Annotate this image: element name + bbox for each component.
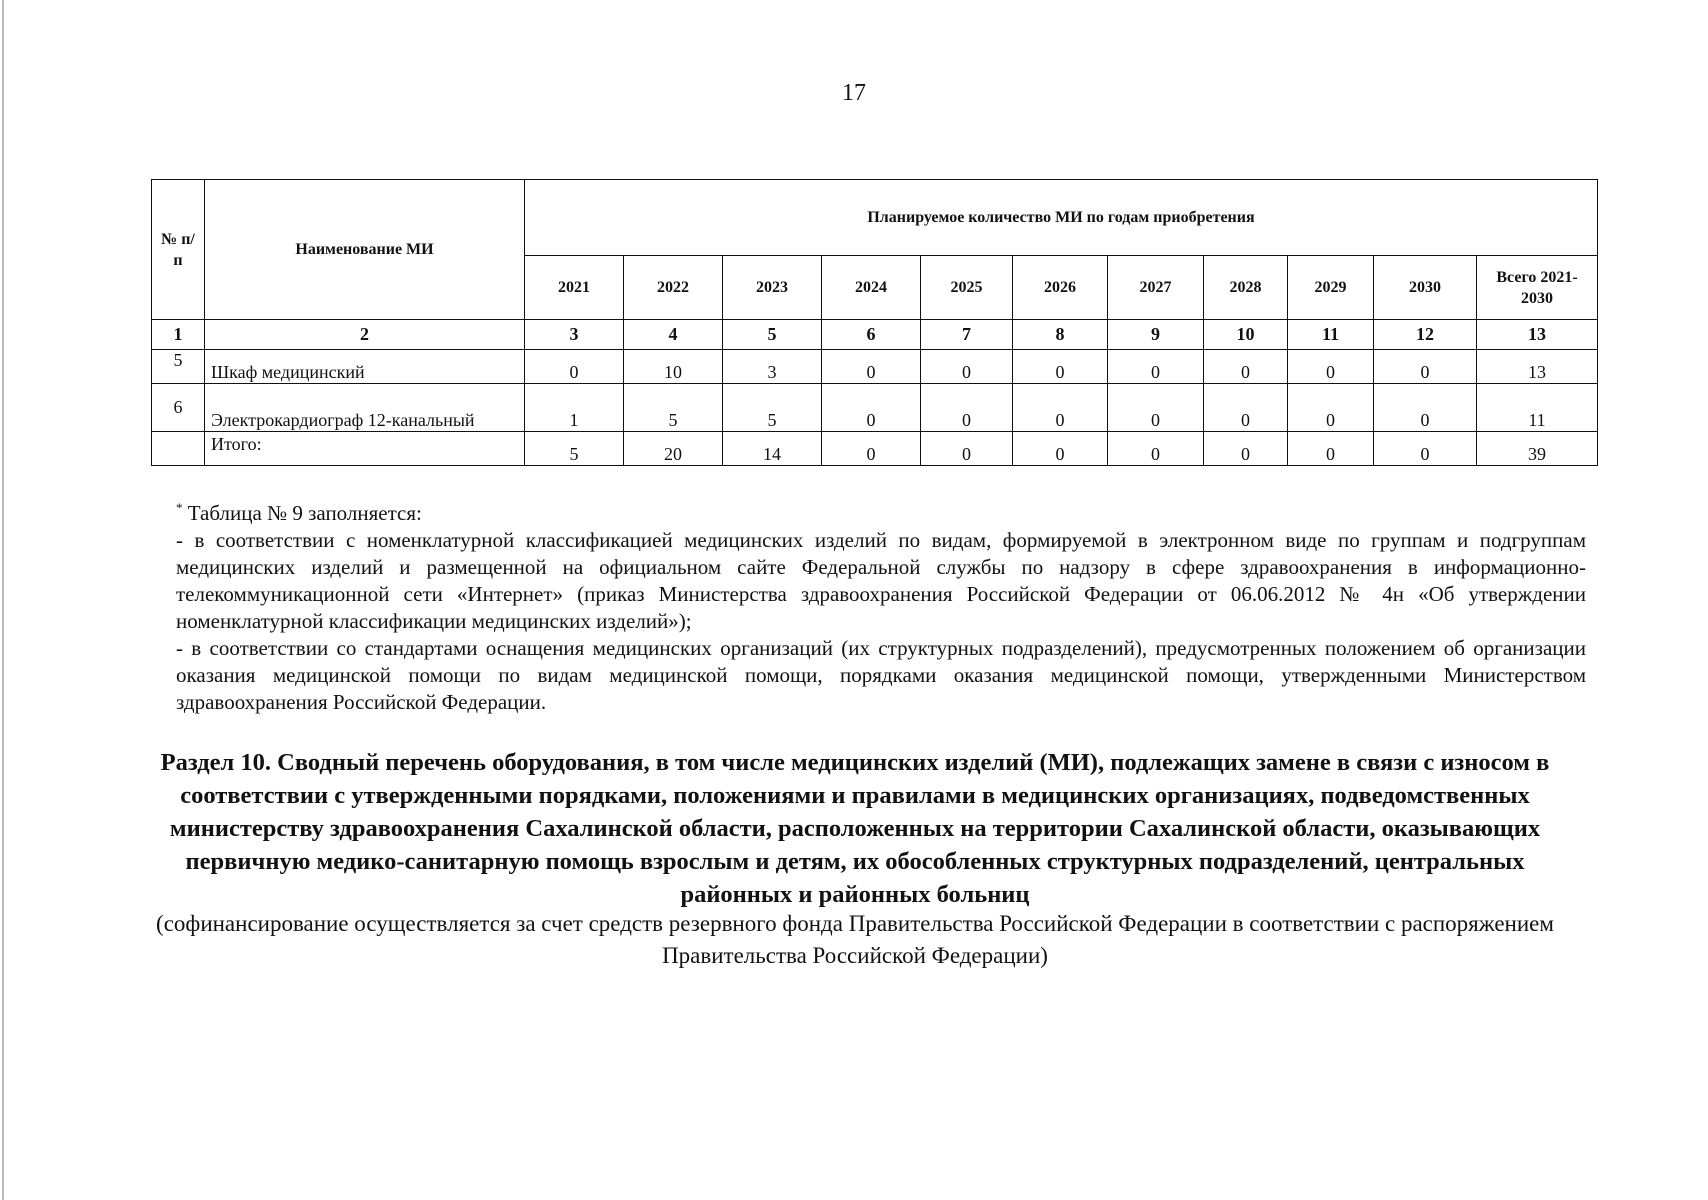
quantity-cell: 0 [921, 384, 1013, 432]
year-header: 2025 [921, 256, 1013, 320]
quantity-cell: 0 [1108, 350, 1204, 384]
quantity-cell: 0 [1288, 350, 1374, 384]
page-number: 17 [842, 80, 866, 106]
total-cell: 13 [1477, 350, 1598, 384]
quantity-cell: 0 [1013, 350, 1108, 384]
quantity-cell: 0 [1288, 384, 1374, 432]
quantity-cell: 0 [1374, 432, 1477, 466]
quantity-cell: 0 [822, 350, 921, 384]
quantity-cell: 5 [525, 432, 624, 466]
total-header: Всего 2021-2030 [1477, 256, 1598, 320]
column-index: 4 [624, 320, 723, 350]
quantity-cell: 0 [1374, 350, 1477, 384]
footnote-marker: * [176, 500, 183, 515]
planned-quantity-header: Планируемое количество МИ по годам приобретения [525, 180, 1598, 256]
quantity-cell: 0 [1108, 432, 1204, 466]
column-index: 8 [1013, 320, 1108, 350]
table-header-row [152, 180, 1598, 256]
column-index: 12 [1374, 320, 1477, 350]
table-row [152, 350, 1598, 384]
row-number [152, 432, 205, 466]
row-number: 6 [152, 384, 205, 432]
column-index: 9 [1108, 320, 1204, 350]
col-num-header: № п/п [152, 180, 205, 320]
quantity-cell: 0 [1204, 350, 1288, 384]
col-name-header: Наименование МИ [205, 180, 525, 320]
table-footnote [176, 494, 1586, 716]
total-cell: 39 [1477, 432, 1598, 466]
column-index: 1 [152, 320, 205, 350]
column-index: 3 [525, 320, 624, 350]
year-header: 2021 [525, 256, 624, 320]
total-cell: 11 [1477, 384, 1598, 432]
item-name: Шкаф медицинский [205, 350, 525, 384]
year-header: 2027 [1108, 256, 1204, 320]
section-subheading: (софинансирование осуществляется за счет средств резервного фонда Правительства Российской Федерации в соответствии с распоряжением Правительства Российской Федерации) [156, 911, 1554, 968]
year-header: 2026 [1013, 256, 1108, 320]
column-index: 11 [1288, 320, 1374, 350]
quantity-cell: 0 [1288, 432, 1374, 466]
column-index: 5 [723, 320, 822, 350]
quantity-cell: 0 [822, 432, 921, 466]
footnote-intro [176, 494, 1586, 527]
quantity-cell: 0 [921, 350, 1013, 384]
item-name: Электрокардиограф 12-канальный [205, 384, 525, 432]
year-header: 2022 [624, 256, 723, 320]
quantity-cell: 0 [525, 350, 624, 384]
quantity-cell: 10 [624, 350, 723, 384]
footnote-item: - в соответствии с номенклатурной классификацией медицинских изделий по видам, формируемой в электронном виде по группам и подгруппам медицинских изделий и размещенной на официальном сайте Федеральной службы по надзору в сфере здравоохранения в информационно-телекоммуникационной сети «Интернет» (приказ Министерства здравоохранения Российской Федерации от 06.06.2012 № 4н «Об утверждении номенклатурной классификации медицинских изделий»); [176, 528, 1586, 633]
column-index-row [152, 320, 1598, 350]
row-number: 5 [152, 350, 205, 384]
column-index: 10 [1204, 320, 1288, 350]
quantity-cell: 5 [624, 384, 723, 432]
footnote-item: - в соответствии со стандартами оснащения медицинских организаций (их структурных подразделений), предусмотренных положением об организации оказания медицинской помощи по видам медицинской помощи, порядками оказания медицинской помощи, утвержденными Министерством здравоохранения Российской Федерации. [176, 636, 1586, 714]
quantity-cell: 0 [1013, 384, 1108, 432]
table-row-total [152, 432, 1598, 466]
column-index: 7 [921, 320, 1013, 350]
column-index: 2 [205, 320, 525, 350]
quantity-cell: 5 [723, 384, 822, 432]
year-header: 2024 [822, 256, 921, 320]
item-name: Итого: [205, 432, 525, 466]
quantity-cell: 0 [1204, 384, 1288, 432]
quantity-cell: 0 [921, 432, 1013, 466]
year-header: 2023 [723, 256, 822, 320]
quantity-cell: 14 [723, 432, 822, 466]
quantity-cell: 0 [1204, 432, 1288, 466]
year-header: 2030 [1374, 256, 1477, 320]
column-index: 6 [822, 320, 921, 350]
quantity-cell: 20 [624, 432, 723, 466]
quantity-cell: 0 [1374, 384, 1477, 432]
footnote-intro-text: Таблица № 9 заполняется: [182, 501, 422, 525]
year-header: 2028 [1204, 256, 1288, 320]
medical-equipment-table [151, 179, 1598, 466]
table-row [152, 384, 1598, 432]
quantity-cell: 0 [822, 384, 921, 432]
scan-edge-mark [2, 0, 4, 1200]
quantity-cell: 0 [1013, 432, 1108, 466]
quantity-cell: 1 [525, 384, 624, 432]
quantity-cell: 0 [1108, 384, 1204, 432]
year-header: 2029 [1288, 256, 1374, 320]
quantity-cell: 3 [723, 350, 822, 384]
section-heading: Раздел 10. Сводный перечень оборудования, в том числе медицинских изделий (МИ), подлежащих замене в связи с износом в соответствии с утвержденными порядками, положениями и правилами в медицинских организациях, подведомственных министерству здравоохранения Сахалинской области, расположенных на территории Сахалинской области, оказывающих первичную медико-санитарную помощь взрослым и детям, их обособленных структурных подразделений, центральных районных и районных больниц [160, 749, 1550, 908]
column-index: 13 [1477, 320, 1598, 350]
